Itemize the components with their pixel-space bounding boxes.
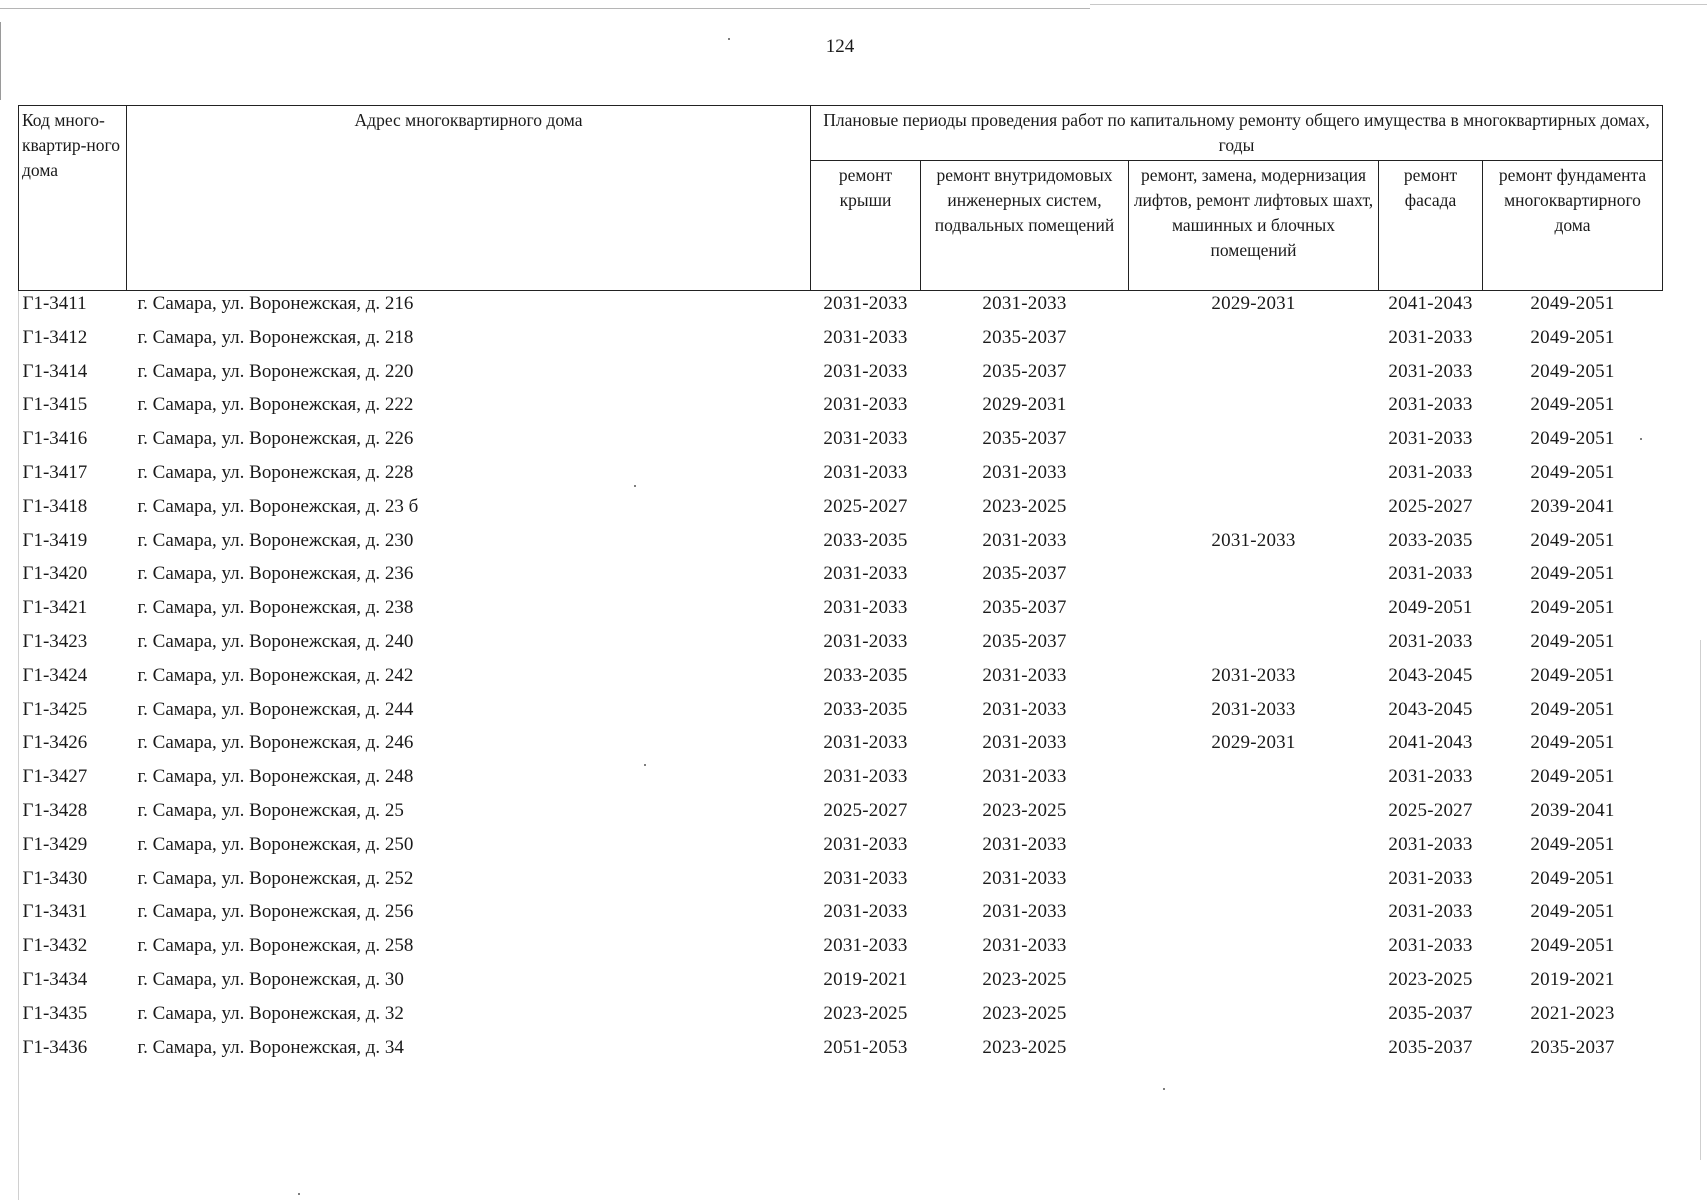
row-roof-period: 2031-2033 <box>823 732 908 754</box>
row-address: г. Самара, ул. Воронежская, д. 32 <box>137 1002 404 1024</box>
row-foundation-period: 2049-2051 <box>1530 461 1615 483</box>
row-foundation-period: 2049-2051 <box>1530 664 1615 686</box>
row-lifts-period: 2029-2031 <box>1211 732 1296 754</box>
row-systems-period: 2023-2025 <box>982 968 1067 990</box>
scan-edge-top <box>0 8 1090 9</box>
header-systems-repair: ремонт внутридомовых инженерных систем, подвальных помещений <box>921 161 1129 291</box>
row-address: г. Самара, ул. Воронежская, д. 30 <box>137 968 404 990</box>
row-facade-period: 2035-2037 <box>1388 1036 1473 1058</box>
row-roof-period: 2031-2033 <box>823 833 908 855</box>
row-facade-period: 2031-2033 <box>1388 766 1473 788</box>
row-roof-period: 2033-2035 <box>823 664 908 686</box>
row-facade-period: 2035-2037 <box>1388 1002 1473 1024</box>
row-code: Г1-3425 <box>22 698 88 720</box>
row-roof-period: 2025-2027 <box>823 495 908 517</box>
row-lifts-period: 2031-2033 <box>1211 664 1296 686</box>
header-code: Код много-квартир-ного дома <box>19 106 127 291</box>
row-foundation-period: 2049-2051 <box>1530 597 1615 619</box>
table-row <box>19 730 1663 764</box>
table-row <box>19 426 1663 460</box>
row-lifts-period <box>1129 1035 1379 1069</box>
row-code: Г1-3432 <box>22 935 88 957</box>
row-foundation-period: 2049-2051 <box>1530 698 1615 720</box>
header-facade-repair: ремонт фасада <box>1379 161 1483 291</box>
row-facade-period: 2031-2033 <box>1388 630 1473 652</box>
row-roof-period: 2025-2027 <box>823 799 908 821</box>
row-facade-period: 2031-2033 <box>1388 428 1473 450</box>
row-foundation-period: 2049-2051 <box>1530 935 1615 957</box>
row-address: г. Самара, ул. Воронежская, д. 258 <box>137 935 414 957</box>
row-foundation-period: 2039-2041 <box>1530 495 1615 517</box>
row-foundation-period: 2035-2037 <box>1530 1036 1615 1058</box>
row-address: г. Самара, ул. Воронежская, д. 256 <box>137 901 414 923</box>
row-lifts-period <box>1129 325 1379 359</box>
row-roof-period: 2031-2033 <box>823 867 908 889</box>
row-facade-period: 2041-2043 <box>1388 293 1473 314</box>
table-row <box>19 1001 1663 1035</box>
row-roof-period: 2031-2033 <box>823 766 908 788</box>
row-lifts-period <box>1129 629 1379 663</box>
row-lifts-period <box>1129 595 1379 629</box>
row-roof-period: 2033-2035 <box>823 529 908 551</box>
row-code: Г1-3412 <box>22 326 88 348</box>
row-code: Г1-3430 <box>22 867 88 889</box>
row-foundation-period: 2049-2051 <box>1530 630 1615 652</box>
scan-edge-left <box>0 22 1 100</box>
row-address: г. Самара, ул. Воронежская, д. 222 <box>137 394 414 416</box>
row-facade-period: 2031-2033 <box>1388 360 1473 382</box>
table-row <box>19 967 1663 1001</box>
row-lifts-period <box>1129 832 1379 866</box>
row-facade-period: 2031-2033 <box>1388 394 1473 416</box>
row-facade-period: 2031-2033 <box>1388 833 1473 855</box>
row-foundation-period: 2019-2021 <box>1530 968 1615 990</box>
scan-speck <box>298 1193 300 1195</box>
row-lifts-period <box>1129 899 1379 933</box>
row-roof-period: 2031-2033 <box>823 394 908 416</box>
row-facade-period: 2043-2045 <box>1388 698 1473 720</box>
row-address: г. Самара, ул. Воронежская, д. 25 <box>137 799 404 821</box>
row-facade-period: 2049-2051 <box>1388 597 1473 619</box>
row-lifts-period <box>1129 561 1379 595</box>
row-code: Г1-3416 <box>22 428 88 450</box>
row-code: Г1-3421 <box>22 597 88 619</box>
row-roof-period: 2031-2033 <box>823 428 908 450</box>
row-foundation-period: 2049-2051 <box>1530 394 1615 416</box>
row-address: г. Самара, ул. Воронежская, д. 230 <box>137 529 414 551</box>
header-address: Адрес многоквартирного дома <box>127 106 811 291</box>
table-row <box>19 832 1663 866</box>
row-code: Г1-3417 <box>22 461 88 483</box>
table-row <box>19 392 1663 426</box>
row-systems-period: 2031-2033 <box>982 732 1067 754</box>
row-foundation-period: 2049-2051 <box>1530 360 1615 382</box>
row-address: г. Самара, ул. Воронежская, д. 228 <box>137 461 414 483</box>
scan-edge-right <box>1700 640 1701 1160</box>
row-lifts-period <box>1129 460 1379 494</box>
row-code: Г1-3428 <box>22 799 88 821</box>
header-lift-repair: ремонт, замена, модернизация лифтов, ремонт лифтовых шахт, машинных и блочных помещений <box>1129 161 1379 291</box>
row-code: Г1-3414 <box>22 360 88 382</box>
table-row <box>19 325 1663 359</box>
row-foundation-period: 2049-2051 <box>1530 901 1615 923</box>
row-systems-period: 2031-2033 <box>982 461 1067 483</box>
table-row <box>19 866 1663 900</box>
row-roof-period: 2023-2025 <box>823 1002 908 1024</box>
row-systems-period: 2023-2025 <box>982 799 1067 821</box>
table-row <box>19 933 1663 967</box>
row-facade-period: 2031-2033 <box>1388 326 1473 348</box>
scan-edge-top-right <box>1090 4 1707 5</box>
row-roof-period: 2051-2053 <box>823 1036 908 1058</box>
row-code: Г1-3435 <box>22 1002 88 1024</box>
row-code: Г1-3420 <box>22 563 88 585</box>
row-code: Г1-3429 <box>22 833 88 855</box>
row-lifts-period: 2031-2033 <box>1211 698 1296 720</box>
row-systems-period: 2031-2033 <box>982 766 1067 788</box>
table-row <box>19 1035 1663 1069</box>
row-systems-period: 2031-2033 <box>982 664 1067 686</box>
row-address: г. Самара, ул. Воронежская, д. 240 <box>137 630 414 652</box>
row-code: Г1-3423 <box>22 630 88 652</box>
header-roof-repair: ремонт крыши <box>811 161 921 291</box>
row-systems-period: 2031-2033 <box>982 935 1067 957</box>
row-lifts-period: 2029-2031 <box>1211 293 1296 314</box>
row-roof-period: 2031-2033 <box>823 360 908 382</box>
row-systems-period: 2035-2037 <box>982 428 1067 450</box>
table-row <box>19 663 1663 697</box>
row-facade-period: 2031-2033 <box>1388 461 1473 483</box>
row-code: Г1-3415 <box>22 394 88 416</box>
row-code: Г1-3426 <box>22 732 88 754</box>
row-address: г. Самара, ул. Воронежская, д. 250 <box>137 833 414 855</box>
row-code: Г1-3411 <box>22 293 87 314</box>
row-systems-period: 2031-2033 <box>982 293 1067 314</box>
row-systems-period: 2031-2033 <box>982 901 1067 923</box>
row-lifts-period <box>1129 494 1379 528</box>
row-address: г. Самара, ул. Воронежская, д. 248 <box>137 766 414 788</box>
row-systems-period: 2035-2037 <box>982 563 1067 585</box>
row-address: г. Самара, ул. Воронежская, д. 216 <box>137 293 414 314</box>
table-row <box>19 899 1663 933</box>
scan-speck <box>728 38 730 40</box>
row-systems-period: 2023-2025 <box>982 495 1067 517</box>
row-systems-period: 2035-2037 <box>982 326 1067 348</box>
row-foundation-period: 2049-2051 <box>1530 529 1615 551</box>
repair-schedule-table <box>18 105 1663 1068</box>
row-lifts-period <box>1129 1001 1379 1035</box>
row-address: г. Самара, ул. Воронежская, д. 246 <box>137 732 414 754</box>
row-systems-period: 2031-2033 <box>982 867 1067 889</box>
row-address: г. Самара, ул. Воронежская, д. 218 <box>137 326 414 348</box>
row-roof-period: 2031-2033 <box>823 901 908 923</box>
row-systems-period: 2031-2033 <box>982 698 1067 720</box>
row-roof-period: 2019-2021 <box>823 968 908 990</box>
table-row <box>19 798 1663 832</box>
row-roof-period: 2031-2033 <box>823 293 908 314</box>
row-facade-period: 2031-2033 <box>1388 935 1473 957</box>
row-lifts-period <box>1129 359 1379 393</box>
row-roof-period: 2031-2033 <box>823 326 908 348</box>
row-roof-period: 2033-2035 <box>823 698 908 720</box>
row-facade-period: 2041-2043 <box>1388 732 1473 754</box>
table-row <box>19 460 1663 494</box>
row-foundation-period: 2021-2023 <box>1530 1002 1615 1024</box>
schedule-body <box>19 291 1663 1069</box>
row-facade-period: 2043-2045 <box>1388 664 1473 686</box>
row-systems-period: 2035-2037 <box>982 360 1067 382</box>
row-code: Г1-3418 <box>22 495 88 517</box>
row-foundation-period: 2049-2051 <box>1530 326 1615 348</box>
row-code: Г1-3424 <box>22 664 88 686</box>
table-row <box>19 561 1663 595</box>
row-lifts-period <box>1129 798 1379 832</box>
row-facade-period: 2025-2027 <box>1388 799 1473 821</box>
row-foundation-period: 2049-2051 <box>1530 732 1615 754</box>
row-roof-period: 2031-2033 <box>823 597 908 619</box>
row-facade-period: 2033-2035 <box>1388 529 1473 551</box>
row-foundation-period: 2049-2051 <box>1530 833 1615 855</box>
row-lifts-period: 2031-2033 <box>1211 529 1296 551</box>
header-planned-periods: Плановые периоды проведения работ по капитальному ремонту общего имущества в многоквартирных домах, годы <box>811 106 1663 161</box>
row-address: г. Самара, ул. Воронежская, д. 23 б <box>137 495 419 517</box>
row-systems-period: 2029-2031 <box>982 394 1067 416</box>
table-row <box>19 359 1663 393</box>
row-foundation-period: 2039-2041 <box>1530 799 1615 821</box>
page-number: 124 <box>825 36 855 57</box>
row-systems-period: 2035-2037 <box>982 597 1067 619</box>
table-row <box>19 291 1663 325</box>
table-row <box>19 494 1663 528</box>
row-code: Г1-3427 <box>22 766 88 788</box>
row-facade-period: 2031-2033 <box>1388 867 1473 889</box>
row-lifts-period <box>1129 933 1379 967</box>
row-address: г. Самара, ул. Воронежская, д. 220 <box>137 360 414 382</box>
row-facade-period: 2025-2027 <box>1388 495 1473 517</box>
table-row <box>19 697 1663 731</box>
row-facade-period: 2031-2033 <box>1388 563 1473 585</box>
row-foundation-period: 2049-2051 <box>1530 563 1615 585</box>
row-address: г. Самара, ул. Воронежская, д. 238 <box>137 597 414 619</box>
row-code: Г1-3419 <box>22 529 88 551</box>
row-address: г. Самара, ул. Воронежская, д. 252 <box>137 867 414 889</box>
row-lifts-period <box>1129 866 1379 900</box>
row-code: Г1-3434 <box>22 968 88 990</box>
row-foundation-period: 2049-2051 <box>1530 766 1615 788</box>
row-systems-period: 2031-2033 <box>982 529 1067 551</box>
row-lifts-period <box>1129 392 1379 426</box>
row-address: г. Самара, ул. Воронежская, д. 226 <box>137 428 414 450</box>
row-address: г. Самара, ул. Воронежская, д. 242 <box>137 664 414 686</box>
row-systems-period: 2023-2025 <box>982 1036 1067 1058</box>
header-foundation-repair: ремонт фундамента многоквартирного дома <box>1483 161 1663 291</box>
row-foundation-period: 2049-2051 <box>1530 293 1615 314</box>
row-facade-period: 2023-2025 <box>1388 968 1473 990</box>
row-address: г. Самара, ул. Воронежская, д. 244 <box>137 698 414 720</box>
row-address: г. Самара, ул. Воронежская, д. 34 <box>137 1036 404 1058</box>
row-lifts-period <box>1129 967 1379 1001</box>
row-roof-period: 2031-2033 <box>823 935 908 957</box>
table-row <box>19 528 1663 562</box>
row-address: г. Самара, ул. Воронежская, д. 236 <box>137 563 414 585</box>
table-row <box>19 595 1663 629</box>
row-lifts-period <box>1129 764 1379 798</box>
row-code: Г1-3431 <box>22 901 88 923</box>
scan-speck <box>1163 1088 1165 1090</box>
row-foundation-period: 2049-2051 <box>1530 867 1615 889</box>
row-systems-period: 2023-2025 <box>982 1002 1067 1024</box>
row-systems-period: 2035-2037 <box>982 630 1067 652</box>
table-row <box>19 764 1663 798</box>
row-code: Г1-3436 <box>22 1036 88 1058</box>
row-systems-period: 2031-2033 <box>982 833 1067 855</box>
row-roof-period: 2031-2033 <box>823 630 908 652</box>
table-row <box>19 629 1663 663</box>
row-foundation-period: 2049-2051 <box>1530 428 1615 450</box>
row-facade-period: 2031-2033 <box>1388 901 1473 923</box>
row-roof-period: 2031-2033 <box>823 461 908 483</box>
row-roof-period: 2031-2033 <box>823 563 908 585</box>
row-lifts-period <box>1129 426 1379 460</box>
